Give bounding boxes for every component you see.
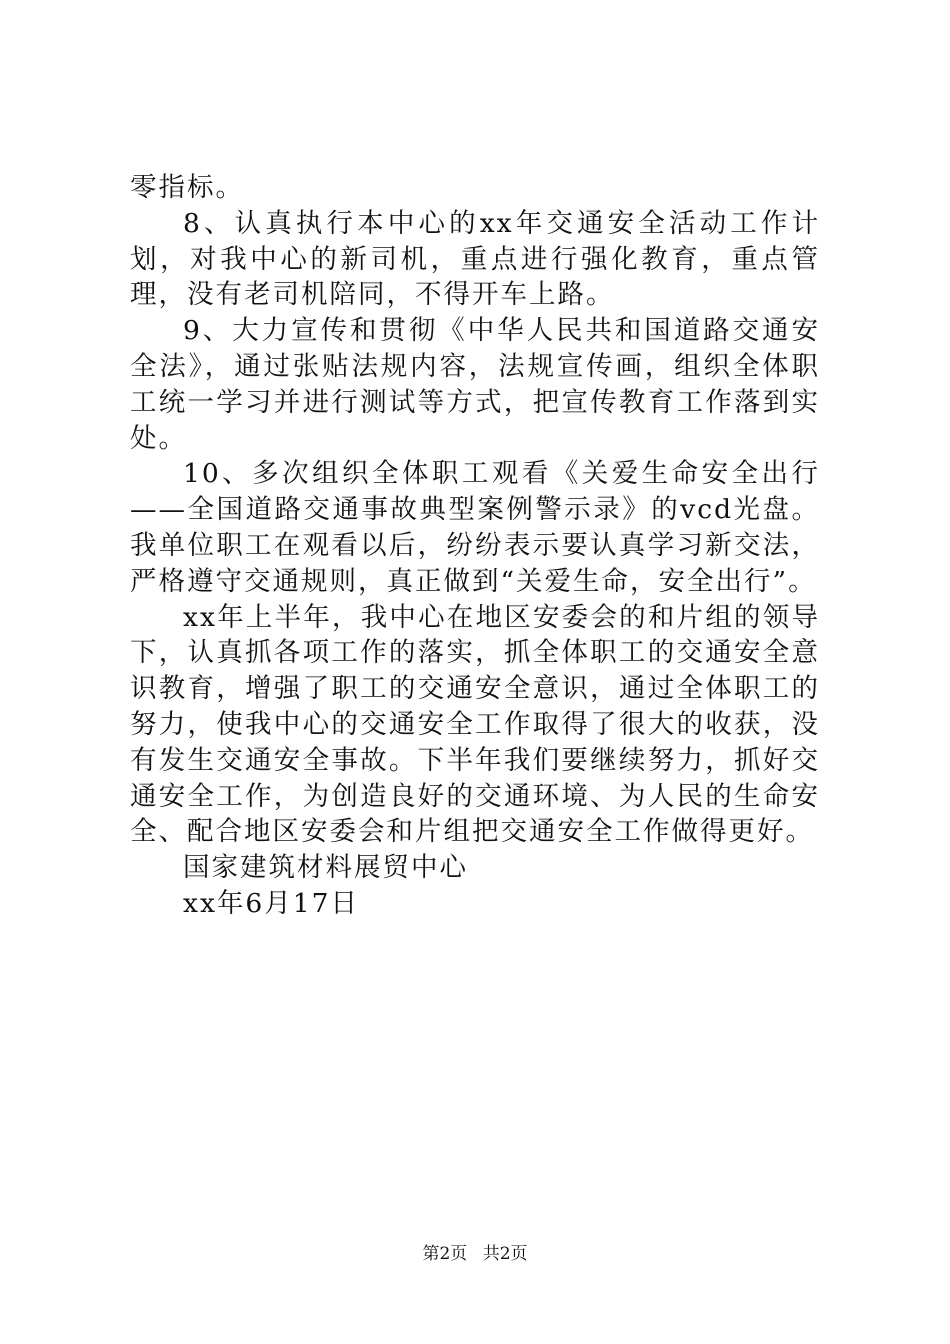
paragraph-item-10: 10、多次组织全体职工观看《关爱生命安全出行——全国道路交通事故典型案例警示录》的vcd光盘。我单位职工在观看以后，纷纷表示要认真学习新交法，严格遵守交通规则，真正做到“关爱生命，安全出行”。 [130,458,820,597]
page-number-current: 第2页 [422,1244,468,1264]
document-body [130,170,820,922]
page-footer [0,1243,950,1265]
signature-organization: 国家建筑材料展贸中心 [183,852,468,884]
signature-date: xx年6月17日 [183,887,359,919]
paragraph-item-8: 8、认真执行本中心的xx年交通安全活动工作计划，对我中心的新司机，重点进行强化教育，重点管理，没有老司机陪同，不得开车上路。 [130,207,820,311]
page-number-total: 共2页 [482,1244,528,1264]
paragraph-continuation: 零指标。 [130,172,244,203]
paragraph-item-9: 9、大力宣传和贯彻《中华人民共和国道路交通安全法》，通过张贴法规内容，法规宣传画，组织全体职工统一学习并进行测试等方式，把宣传教育工作落到实处。 [130,315,820,454]
paragraph-summary: xx年上半年，我中心在地区安委会的和片组的领导下，认真抓各项工作的落实，抓全体职工的交通安全意识教育，增强了职工的交通安全意识，通过全体职工的努力，使我中心的交通安全工作取得了很大的收获，没有发生交通安全事故。下半年我们要继续努力，抓好交通安全工作，为创造良好的交通环境、为人民的生命安全、配合地区安委会和片组把交通安全工作做得更好。 [130,601,820,848]
